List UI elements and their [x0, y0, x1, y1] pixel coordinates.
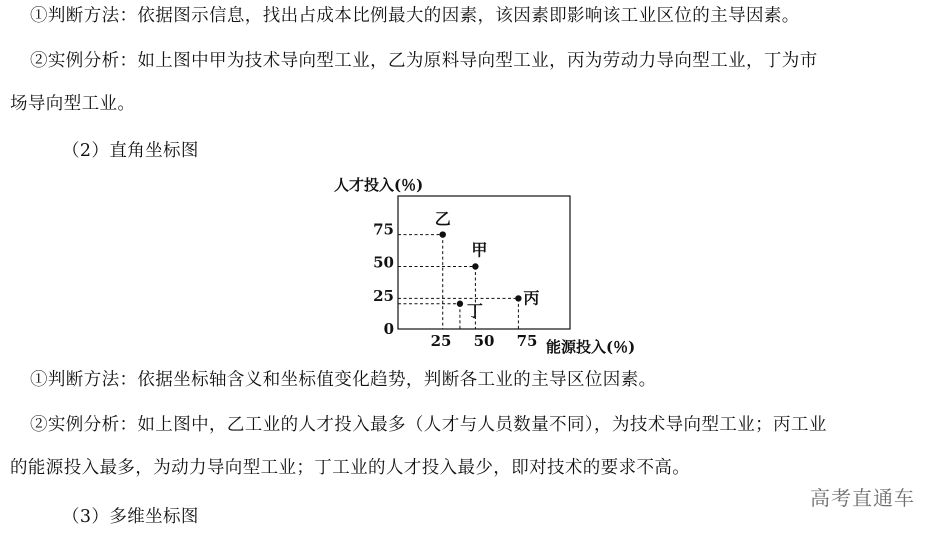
- data-point: [472, 263, 478, 269]
- data-point: [515, 295, 521, 301]
- paragraph-example-1-line1: ②实例分析：如上图中甲为技术导向型工业，乙为原料导向型工业，丙为劳动力导向型工业，丁为市: [30, 51, 818, 71]
- data-point-label: 甲: [471, 240, 488, 260]
- paragraph-example-1-line2: 场导向型工业。: [10, 94, 136, 114]
- paragraph-example-2-line2: 的能源投入最多，为动力导向型工业；丁工业的人才投入最少，即对技术的要求不高。: [10, 458, 691, 478]
- data-point-label: 丙: [523, 288, 540, 308]
- y-tick-label: 50: [373, 253, 394, 272]
- paragraph-method-2: ①判断方法：依据坐标轴含义和坐标值变化趋势，判断各工业的主导区位因素。: [30, 370, 657, 390]
- section-heading-multidimensional-chart: （3）多维坐标图: [62, 507, 199, 527]
- section-heading-coordinate-chart: （2）直角坐标图: [62, 141, 199, 161]
- y-tick-label: 0: [383, 320, 394, 338]
- data-point-label: 丁: [466, 301, 483, 321]
- x-tick-label: 75: [516, 332, 538, 350]
- x-tick-label: 25: [430, 332, 452, 350]
- paragraph-example-2-line1: ②实例分析：如上图中，乙工业的人才投入最多（人才与人员数量不同），为技术导向型工业；丙工业: [30, 415, 827, 435]
- paragraph-method-1: ①判断方法：依据图示信息，找出占成本比例最大的因素，该因素即影响该工业区位的主导因素。: [30, 6, 800, 26]
- watermark: 高考直通车: [810, 486, 915, 510]
- y-tick-label: 75: [373, 220, 394, 239]
- data-point: [457, 301, 463, 307]
- y-axis-label: 人才投入(％): [334, 176, 424, 194]
- x-axis-label: 能源投入(％): [546, 338, 636, 356]
- y-tick-label: 25: [373, 286, 394, 305]
- x-tick-label: 50: [473, 332, 495, 350]
- data-point: [440, 231, 446, 237]
- plot-frame: [398, 196, 570, 329]
- data-point-label: 乙: [434, 209, 451, 229]
